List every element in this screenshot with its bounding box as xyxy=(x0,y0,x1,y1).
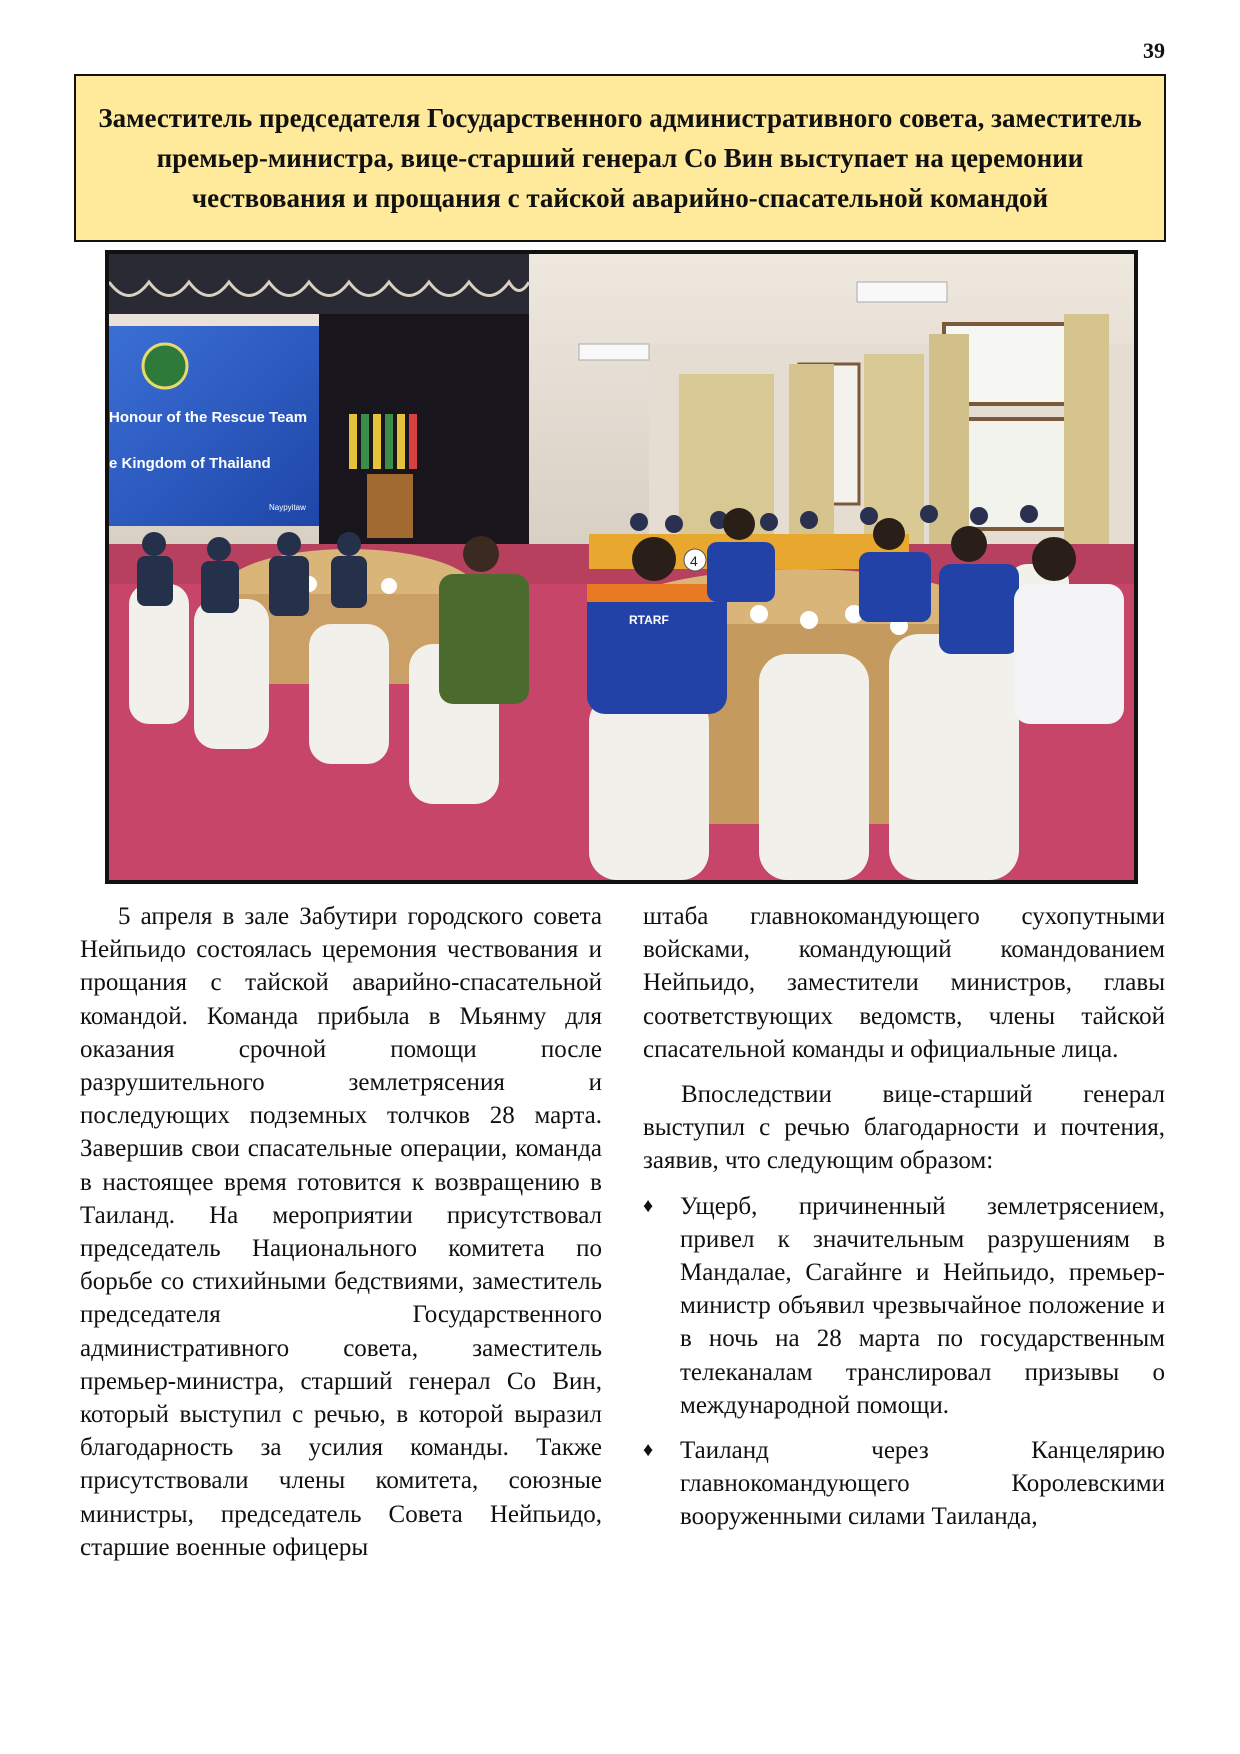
screen-text-line2: e Kingdom of Thailand xyxy=(109,455,271,472)
left-paragraph: 5 апреля в зале Забутири городского совета Нейпьидо состоялась церемония чествования и прощания с тайской аварийно-спасательной командой. Команда прибыла в Мьянму для оказания срочной помощи после разрушительного землетрясения и последующих подземных толчков 28 марта. Завершив свои спасательные операции, команда в настоящее время готовится к возвращению в Таиланд. На мероприятии присутствовал председатель Национального комитета по борьбе со стихийными бедствиями, заместитель председателя Государственного административного совета, заместитель премьер-министра, старший генерал Со Вин, который выступил с речью, в которой выразил благодарность за усилия команды. Также присутствовали члены комитета, союзные министры, председатель Совета Нейпьидо, старшие военные офицеры xyxy=(80,903,602,1561)
bullet-text: Ущерб, причиненный землетрясением, привел к значительным разрушениям в Мандалае, Сагайнге и Нейпьидо, премьер-министр объявил чрезвычайное положение и в ночь на 28 марта по государственным телеканалам транслировал призывы о международной помощи. xyxy=(680,1192,1165,1419)
right-paragraph-2: Впоследствии вице-старший генерал выступил с речью благодарности и почтения, заявив, что следующим образом: xyxy=(643,1081,1165,1175)
table-number: 4 xyxy=(690,553,698,569)
title-box xyxy=(74,74,1166,242)
page-number: 39 xyxy=(1143,38,1165,63)
screen-footer: Naypyitaw xyxy=(269,503,306,512)
bullet-diamond-icon: ♦ xyxy=(643,1194,654,1217)
left-column xyxy=(80,900,602,1564)
screen-text-line1: Honour of the Rescue Team xyxy=(109,409,308,426)
list-item xyxy=(643,1190,1165,1422)
jacket-text: RTARF xyxy=(629,613,669,627)
bullet-list xyxy=(643,1190,1165,1534)
event-photo-illustration xyxy=(109,254,1134,880)
bullet-diamond-icon: ♦ xyxy=(643,1439,654,1462)
article-title: Заместитель председателя Государственного административного совета, заместитель премьер-министра, вице-старший генерал Со Вин выступает на церемонии чествования и прощания с тайской аварийно-спасательной командой xyxy=(98,103,1142,213)
event-photo xyxy=(105,250,1138,884)
bullet-text: Таиланд через Канцелярию главнокомандующего Королевскими вооруженными силами Таиланда, xyxy=(680,1437,1165,1531)
list-item xyxy=(643,1434,1165,1534)
right-column xyxy=(643,900,1165,1546)
right-paragraph-1: штаба главнокомандующего сухопутными войсками, командующий командованием Нейпьидо, заместители министров, главы соответствующих ведомств, члены тайской спасательной команды и официальные лица. xyxy=(643,903,1165,1063)
